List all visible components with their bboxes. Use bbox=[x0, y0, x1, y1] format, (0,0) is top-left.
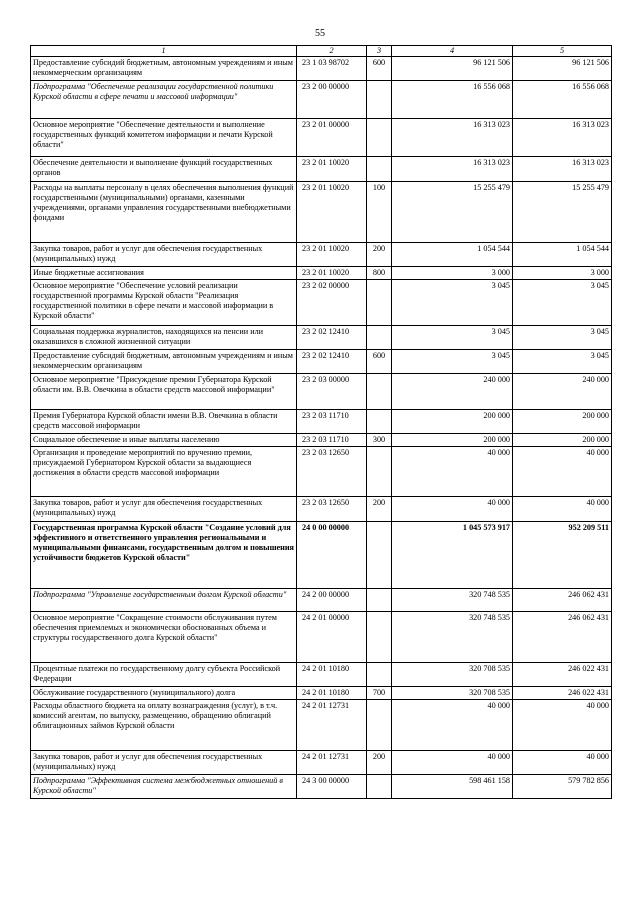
row-code-cell: 24 2 01 12731 bbox=[297, 700, 367, 751]
page-number: 55 bbox=[315, 28, 325, 39]
row-amount-1-cell: 3 045 bbox=[392, 280, 513, 326]
row-name-cell: Подпрограмма "Управление государственным долгом Курской области" bbox=[31, 589, 297, 612]
table-row bbox=[31, 687, 612, 700]
header-cell: 2 bbox=[297, 46, 367, 57]
row-expense-type-cell bbox=[367, 326, 392, 350]
budget-table bbox=[30, 45, 612, 799]
row-name-cell: Процентные платежи по государственному долгу субъекта Российской Федерации bbox=[31, 663, 297, 687]
row-code-cell: 23 2 01 10020 bbox=[297, 267, 367, 280]
row-name-cell: Предоставление субсидий бюджетным, автономным учреждениям и иным некоммерческим организациям bbox=[31, 57, 297, 81]
row-expense-type-cell bbox=[367, 280, 392, 326]
row-amount-1-cell: 40 000 bbox=[392, 751, 513, 775]
row-code-cell: 24 3 00 00000 bbox=[297, 775, 367, 799]
row-code-cell: 23 2 02 00000 bbox=[297, 280, 367, 326]
table-row bbox=[31, 326, 612, 350]
row-amount-1-cell: 16 313 023 bbox=[392, 119, 513, 157]
row-amount-1-cell: 15 255 479 bbox=[392, 182, 513, 243]
header-cell: 1 bbox=[31, 46, 297, 57]
row-expense-type-cell: 200 bbox=[367, 243, 392, 267]
row-amount-2-cell: 16 556 068 bbox=[513, 81, 612, 119]
row-amount-1-cell: 16 556 068 bbox=[392, 81, 513, 119]
row-name-cell: Подпрограмма "Обеспечение реализации государственной политики Курской области в сфере печати и массовой информации" bbox=[31, 81, 297, 119]
table-row bbox=[31, 663, 612, 687]
table-row bbox=[31, 522, 612, 589]
row-code-cell: 23 2 03 00000 bbox=[297, 374, 367, 410]
row-amount-1-cell: 200 000 bbox=[392, 434, 513, 447]
row-code-cell: 23 2 02 12410 bbox=[297, 326, 367, 350]
row-name-cell: Закупка товаров, работ и услуг для обеспечения государственных (муниципальных) нужд bbox=[31, 497, 297, 522]
row-amount-2-cell: 1 054 544 bbox=[513, 243, 612, 267]
row-amount-2-cell: 246 062 431 bbox=[513, 589, 612, 612]
row-expense-type-cell: 700 bbox=[367, 687, 392, 700]
row-amount-2-cell: 3 045 bbox=[513, 350, 612, 374]
row-name-cell: Подпрограмма "Эффективная система межбюджетных отношений в Курской области" bbox=[31, 775, 297, 799]
row-amount-1-cell: 200 000 bbox=[392, 410, 513, 434]
row-amount-1-cell: 3 000 bbox=[392, 267, 513, 280]
row-expense-type-cell bbox=[367, 522, 392, 589]
row-expense-type-cell bbox=[367, 775, 392, 799]
row-amount-2-cell: 40 000 bbox=[513, 751, 612, 775]
row-code-cell: 23 1 03 98702 bbox=[297, 57, 367, 81]
table-row bbox=[31, 350, 612, 374]
row-amount-2-cell: 3 045 bbox=[513, 326, 612, 350]
table-row bbox=[31, 57, 612, 81]
table-row bbox=[31, 410, 612, 434]
row-name-cell: Основное мероприятие "Обеспечение условий реализации государственной программы Курской области "Реализация государственной политики в сфере печати и массовой информации в Курской области" bbox=[31, 280, 297, 326]
row-code-cell: 23 2 03 12650 bbox=[297, 447, 367, 497]
row-name-cell: Социальное обеспечение и иные выплаты населению bbox=[31, 434, 297, 447]
row-name-cell: Обеспечение деятельности и выполнение функций государственных органов bbox=[31, 157, 297, 182]
header-cell: 5 bbox=[513, 46, 612, 57]
header-cell: 4 bbox=[392, 46, 513, 57]
row-code-cell: 23 2 01 10020 bbox=[297, 182, 367, 243]
row-amount-1-cell: 1 054 544 bbox=[392, 243, 513, 267]
table-row bbox=[31, 280, 612, 326]
row-code-cell: 23 2 00 00000 bbox=[297, 81, 367, 119]
row-expense-type-cell bbox=[367, 589, 392, 612]
row-code-cell: 23 2 01 00000 bbox=[297, 119, 367, 157]
row-name-cell: Организация и проведение мероприятий по вручению премии, присуждаемой Губернатором Курской области за выдающиеся достижения в области средств массовой информации bbox=[31, 447, 297, 497]
table-row bbox=[31, 434, 612, 447]
table-row bbox=[31, 497, 612, 522]
row-amount-2-cell: 3 045 bbox=[513, 280, 612, 326]
row-amount-1-cell: 320 708 535 bbox=[392, 663, 513, 687]
row-code-cell: 23 2 02 12410 bbox=[297, 350, 367, 374]
row-amount-2-cell: 952 209 511 bbox=[513, 522, 612, 589]
row-name-cell: Расходы на выплаты персоналу в целях обеспечения выполнения функций государственными (муниципальными) органами, казенными учреждениями, органами управления государственными внебюджетными фондами bbox=[31, 182, 297, 243]
row-code-cell: 24 2 01 10180 bbox=[297, 687, 367, 700]
row-amount-2-cell: 40 000 bbox=[513, 447, 612, 497]
row-expense-type-cell bbox=[367, 119, 392, 157]
row-amount-2-cell: 16 313 023 bbox=[513, 119, 612, 157]
row-code-cell: 23 2 01 10020 bbox=[297, 243, 367, 267]
row-expense-type-cell: 600 bbox=[367, 57, 392, 81]
row-expense-type-cell bbox=[367, 612, 392, 663]
table-row bbox=[31, 157, 612, 182]
row-amount-1-cell: 3 045 bbox=[392, 326, 513, 350]
table-row bbox=[31, 182, 612, 243]
row-expense-type-cell: 200 bbox=[367, 751, 392, 775]
row-amount-2-cell: 15 255 479 bbox=[513, 182, 612, 243]
row-name-cell: Обслуживание государственного (муниципального) долга bbox=[31, 687, 297, 700]
row-amount-2-cell: 240 000 bbox=[513, 374, 612, 410]
row-name-cell: Иные бюджетные ассигнования bbox=[31, 267, 297, 280]
row-code-cell: 23 2 03 12650 bbox=[297, 497, 367, 522]
row-name-cell: Закупка товаров, работ и услуг для обеспечения государственных (муниципальных) нужд bbox=[31, 243, 297, 267]
row-code-cell: 23 2 03 11710 bbox=[297, 410, 367, 434]
table-row bbox=[31, 700, 612, 751]
row-code-cell: 24 2 01 10180 bbox=[297, 663, 367, 687]
table-header-row bbox=[31, 46, 612, 57]
row-amount-2-cell: 40 000 bbox=[513, 700, 612, 751]
row-name-cell: Основное мероприятие "Обеспечение деятельности и выполнение государственных функций комитетом информации и печати Курской области" bbox=[31, 119, 297, 157]
header-cell: 3 bbox=[367, 46, 392, 57]
row-expense-type-cell bbox=[367, 81, 392, 119]
row-amount-1-cell: 320 748 535 bbox=[392, 589, 513, 612]
row-expense-type-cell: 100 bbox=[367, 182, 392, 243]
row-name-cell: Расходы областного бюджета на оплату вознаграждения (услуг), в т.ч. комиссий агентам, по выпуску, размещению, обращению облигаций облигационных займов Курской области bbox=[31, 700, 297, 751]
row-expense-type-cell: 200 bbox=[367, 497, 392, 522]
row-amount-2-cell: 96 121 506 bbox=[513, 57, 612, 81]
row-code-cell: 24 2 01 00000 bbox=[297, 612, 367, 663]
row-amount-1-cell: 40 000 bbox=[392, 700, 513, 751]
row-amount-2-cell: 579 782 856 bbox=[513, 775, 612, 799]
row-name-cell: Основное мероприятие "Сокращение стоимости обслуживания путем обеспечения приемлемых и экономически обоснованных объема и структуры государственного долга Курской области" bbox=[31, 612, 297, 663]
row-code-cell: 24 2 00 00000 bbox=[297, 589, 367, 612]
row-amount-2-cell: 200 000 bbox=[513, 410, 612, 434]
table-row bbox=[31, 612, 612, 663]
row-expense-type-cell bbox=[367, 410, 392, 434]
row-expense-type-cell: 800 bbox=[367, 267, 392, 280]
row-amount-2-cell: 246 022 431 bbox=[513, 663, 612, 687]
row-amount-1-cell: 16 313 023 bbox=[392, 157, 513, 182]
table-row bbox=[31, 119, 612, 157]
row-expense-type-cell bbox=[367, 157, 392, 182]
row-amount-1-cell: 96 121 506 bbox=[392, 57, 513, 81]
table-row bbox=[31, 751, 612, 775]
row-expense-type-cell bbox=[367, 663, 392, 687]
table-row bbox=[31, 267, 612, 280]
row-name-cell: Социальная поддержка журналистов, находящихся на пенсии или оказавшихся в сложной жизненной ситуации bbox=[31, 326, 297, 350]
table-row bbox=[31, 243, 612, 267]
row-amount-1-cell: 1 045 573 917 bbox=[392, 522, 513, 589]
row-amount-1-cell: 240 000 bbox=[392, 374, 513, 410]
row-amount-1-cell: 40 000 bbox=[392, 447, 513, 497]
row-name-cell: Премия Губернатора Курской области имени В.В. Овечкина в области средств массовой информации bbox=[31, 410, 297, 434]
table-row bbox=[31, 775, 612, 799]
row-amount-1-cell: 40 000 bbox=[392, 497, 513, 522]
table-row bbox=[31, 81, 612, 119]
row-code-cell: 23 2 03 11710 bbox=[297, 434, 367, 447]
row-amount-2-cell: 3 000 bbox=[513, 267, 612, 280]
row-name-cell: Основное мероприятие "Присуждение премии Губернатора Курской области им. В.В. Овечкина в области средств массовой информации" bbox=[31, 374, 297, 410]
row-amount-1-cell: 320 708 535 bbox=[392, 687, 513, 700]
table-row bbox=[31, 447, 612, 497]
row-code-cell: 24 0 00 00000 bbox=[297, 522, 367, 589]
row-name-cell: Закупка товаров, работ и услуг для обеспечения государственных (муниципальных) нужд bbox=[31, 751, 297, 775]
row-amount-2-cell: 246 022 431 bbox=[513, 687, 612, 700]
row-expense-type-cell: 300 bbox=[367, 434, 392, 447]
row-amount-1-cell: 320 748 535 bbox=[392, 612, 513, 663]
row-amount-2-cell: 40 000 bbox=[513, 497, 612, 522]
row-code-cell: 23 2 01 10020 bbox=[297, 157, 367, 182]
row-name-cell: Государственная программа Курской области "Создание условий для эффективного и ответственного управления региональными и муниципальными финансами, государственным долгом и повышения устойчивости бюджетов Курской области" bbox=[31, 522, 297, 589]
row-amount-1-cell: 3 045 bbox=[392, 350, 513, 374]
row-code-cell: 24 2 01 12731 bbox=[297, 751, 367, 775]
row-amount-2-cell: 16 313 023 bbox=[513, 157, 612, 182]
row-expense-type-cell: 600 bbox=[367, 350, 392, 374]
row-amount-2-cell: 246 062 431 bbox=[513, 612, 612, 663]
row-amount-1-cell: 598 461 158 bbox=[392, 775, 513, 799]
table-row bbox=[31, 589, 612, 612]
row-expense-type-cell bbox=[367, 700, 392, 751]
row-name-cell: Предоставление субсидий бюджетным, автономным учреждениям и иным некоммерческим организациям bbox=[31, 350, 297, 374]
row-expense-type-cell bbox=[367, 374, 392, 410]
row-amount-2-cell: 200 000 bbox=[513, 434, 612, 447]
table-row bbox=[31, 374, 612, 410]
row-expense-type-cell bbox=[367, 447, 392, 497]
